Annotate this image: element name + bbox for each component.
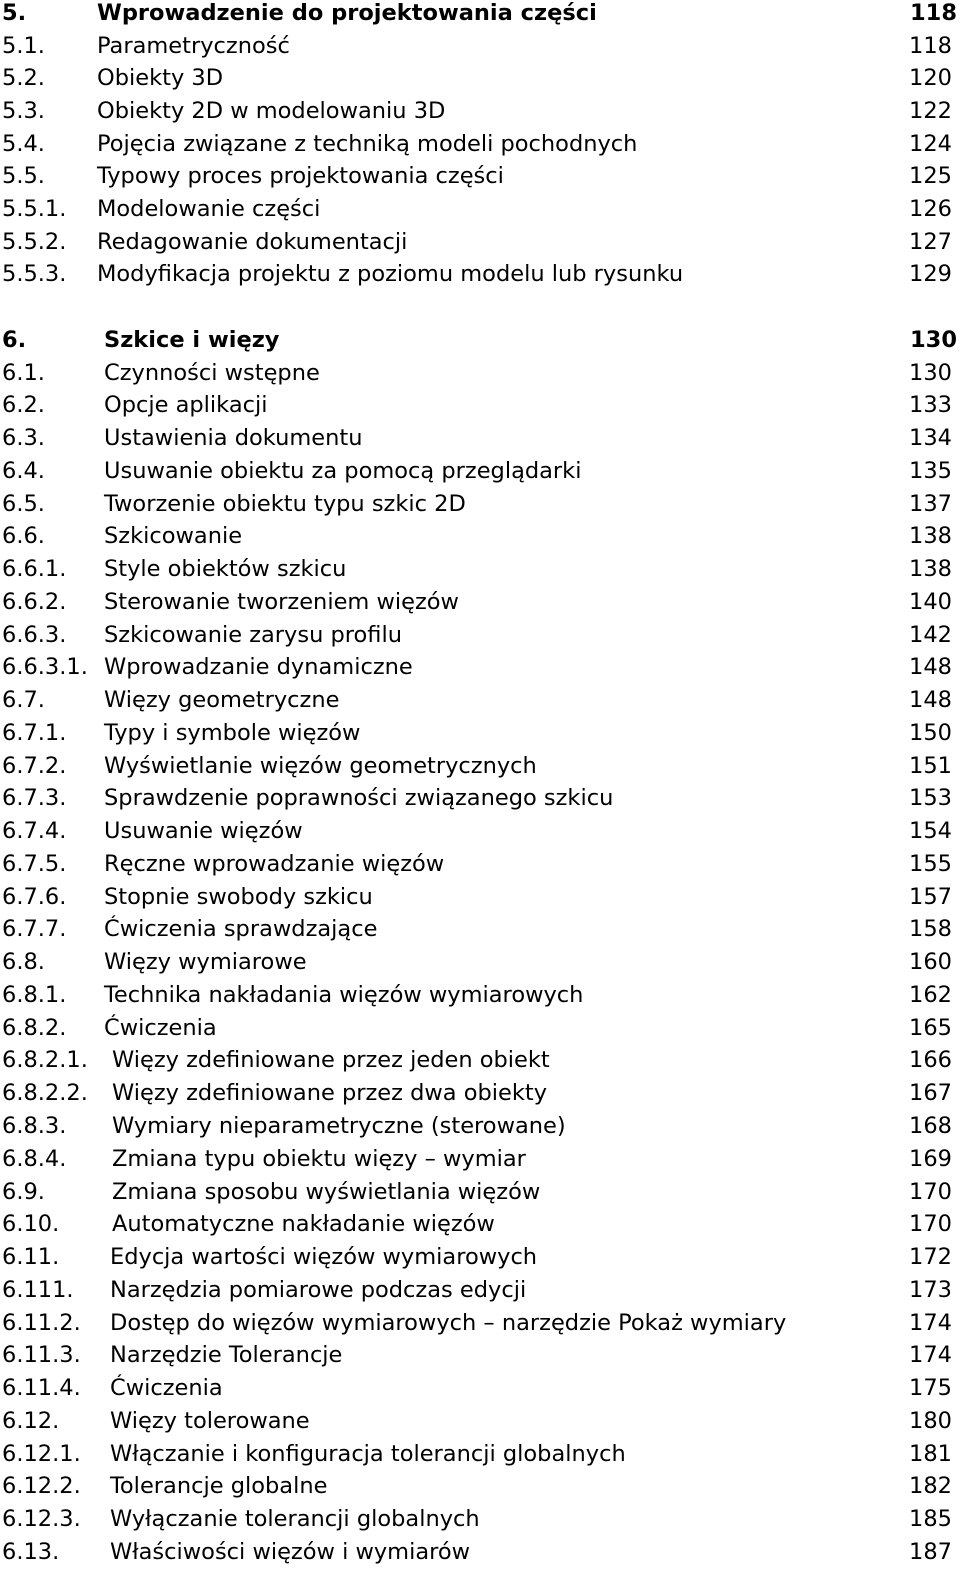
toc-entry — [0, 62, 960, 95]
toc-entry-number: 6.8.1. — [2, 981, 67, 1008]
toc-entry — [0, 979, 960, 1012]
toc-entry-page: 175 — [909, 1375, 952, 1402]
toc-entry-number: 6.7.5. — [2, 850, 67, 877]
toc-entry — [0, 815, 960, 848]
toc-heading-page: 118 — [910, 0, 957, 26]
toc-entry-title: Typowy proces projektowania części — [97, 163, 504, 190]
toc-entry-number: 6.3. — [2, 425, 45, 452]
toc-entry-number: 6.8.3. — [2, 1112, 67, 1139]
toc-entry — [0, 946, 960, 979]
toc-entry-page: 158 — [909, 916, 952, 943]
toc-entry — [0, 357, 960, 390]
toc-entry-page: 169 — [909, 1145, 952, 1172]
toc-entry-number: 6.6.2. — [2, 588, 67, 615]
toc-entry — [0, 1438, 960, 1471]
toc-entry-title: Ćwiczenia — [104, 1014, 217, 1041]
toc-entry-title: Więzy geometryczne — [104, 687, 340, 714]
toc-entry — [0, 455, 960, 488]
toc-entry-number: 5.2. — [2, 65, 45, 92]
toc-entry-page: 120 — [909, 65, 952, 92]
toc-entry — [0, 913, 960, 946]
toc-entry — [0, 30, 960, 63]
toc-entry-title: Więzy zdefiniowane przez dwa obiekty — [112, 1080, 548, 1107]
toc-entry-number: 6.12.1. — [2, 1440, 81, 1467]
toc-entry-number: 5.3. — [2, 97, 45, 124]
toc-entry — [0, 1405, 960, 1438]
toc-entry-page: 148 — [909, 687, 952, 714]
toc-heading-number: 6. — [2, 327, 27, 353]
toc-entry-number: 6.4. — [2, 457, 45, 484]
toc-entry-title: Ręczne wprowadzanie więzów — [104, 850, 445, 877]
toc-entry-title: Usuwanie więzów — [104, 818, 303, 845]
toc-entry-title: Dostęp do więzów wymiarowych – narzędzie Pokaż wymiary — [110, 1309, 787, 1336]
toc-entry-page: 127 — [909, 228, 952, 255]
toc-entry-page: 126 — [909, 196, 952, 222]
toc-entry-page: 133 — [909, 392, 952, 419]
toc-entry-number: 6.11.2. — [2, 1309, 81, 1336]
toc-entry-number: 6.6.3. — [2, 621, 67, 648]
toc-entry-page: 162 — [909, 981, 952, 1008]
toc-entry-title: Wprowadzanie dynamiczne — [104, 654, 413, 681]
toc-entry — [0, 1503, 960, 1536]
toc-entry — [0, 651, 960, 684]
toc-entry-page: 134 — [909, 425, 952, 452]
toc-entry-number: 6.7.4. — [2, 818, 67, 845]
toc-entry — [0, 258, 960, 291]
toc-entry-number: 6.9. — [2, 1178, 45, 1205]
toc-entry-page: 129 — [909, 261, 952, 288]
toc-entry — [0, 619, 960, 652]
toc-entry-title: Ustawienia dokumentu — [104, 425, 363, 452]
toc-entry-page: 181 — [909, 1440, 952, 1467]
toc-entry — [0, 1110, 960, 1143]
toc-entry — [0, 1307, 960, 1340]
toc-entry-title: Włączanie i konfiguracja tolerancji globalnych — [110, 1440, 626, 1467]
toc-heading-title: Wprowadzenie do projektowania części — [97, 0, 597, 26]
toc-entry-page: 174 — [909, 1309, 952, 1336]
toc-entry-page: 166 — [909, 1047, 952, 1074]
toc-entry-number: 6.6. — [2, 523, 45, 550]
toc-entry-title: Modyfikacja projektu z poziomu modelu lub rysunku — [97, 261, 684, 288]
toc-entry-page: 125 — [909, 163, 952, 190]
toc-entry-page: 167 — [909, 1080, 952, 1107]
toc-entry-number: 6.2. — [2, 392, 45, 419]
toc-entry-page: 153 — [909, 785, 952, 812]
toc-entry-number: 6.12.3. — [2, 1506, 81, 1533]
toc-entry-page: 160 — [909, 949, 952, 976]
toc-entry-title: Usuwanie obiektu za pomocą przeglądarki — [104, 457, 582, 484]
toc-entry-number: 5.5.3. — [2, 261, 67, 288]
toc-entry-number: 5.5. — [2, 163, 45, 190]
toc-entry-number: 6.11.3. — [2, 1342, 81, 1369]
toc-entry — [0, 717, 960, 750]
toc-entry-title: Edycja wartości więzów wymiarowych — [110, 1244, 538, 1271]
toc-entry-number: 6.11. — [2, 1244, 60, 1271]
toc-entry-page: 165 — [909, 1014, 952, 1041]
toc-entry-title: Sterowanie tworzeniem więzów — [104, 588, 459, 615]
toc-entry — [0, 1176, 960, 1209]
toc-entry-title: Więzy wymiarowe — [104, 949, 307, 976]
toc-entry — [0, 1241, 960, 1274]
toc-entry-title: Style obiektów szkicu — [104, 556, 347, 583]
toc-entry-page: 148 — [909, 654, 952, 681]
toc-entry — [0, 1339, 960, 1372]
toc-entry-page: 137 — [909, 490, 952, 517]
toc-entry-page: 138 — [909, 556, 952, 583]
toc-entry-page: 174 — [909, 1342, 952, 1369]
toc-entry-page: 151 — [909, 752, 952, 779]
toc-entry — [0, 1077, 960, 1110]
toc-entry-title: Obiekty 2D w modelowaniu 3D — [97, 97, 446, 124]
toc-entry — [0, 684, 960, 717]
toc-entry-title: Redagowanie dokumentacji — [97, 228, 408, 255]
toc-entry-page: 180 — [909, 1407, 952, 1434]
toc-entry-title: Właściwości więzów i wymiarów — [110, 1538, 471, 1565]
toc-heading-title: Szkice i więzy — [104, 327, 280, 353]
toc-entry-title: Tworzenie obiektu typu szkic 2D — [104, 490, 466, 517]
toc-entry-title: Wyświetlanie więzów geometrycznych — [104, 752, 537, 779]
toc-entry-number: 6.1. — [2, 359, 45, 386]
toc-entry-page: 185 — [909, 1506, 952, 1533]
toc-entry-title: Sprawdzenie poprawności związanego szkicu — [104, 785, 614, 812]
toc-entry-page: 170 — [909, 1178, 952, 1205]
toc-entry-number: 6.11.4. — [2, 1375, 81, 1402]
toc-entry-title: Ćwiczenia — [110, 1375, 223, 1402]
toc-entry — [0, 488, 960, 521]
toc-entry-number: 6.8.2.2. — [2, 1080, 88, 1107]
toc-entry — [0, 1536, 960, 1569]
toc-entry — [0, 881, 960, 914]
toc-entry — [0, 1274, 960, 1307]
toc-entry-title: Typy i symbole więzów — [104, 719, 361, 746]
toc-entry — [0, 1143, 960, 1176]
toc-entry-page: 118 — [909, 32, 952, 59]
toc-entry — [0, 782, 960, 815]
toc-entry-page: 150 — [909, 719, 952, 746]
toc-entry-title: Opcje aplikacji — [104, 392, 268, 419]
toc-entry-page: 130 — [909, 359, 952, 386]
toc-entry-number: 6.7.7. — [2, 916, 67, 943]
toc-entry-page: 122 — [909, 97, 952, 124]
toc-entry-title: Narzędzie Tolerancje — [110, 1342, 343, 1369]
toc-entry-title: Parametryczność — [97, 32, 290, 59]
toc-entry — [0, 128, 960, 161]
toc-entry — [0, 1208, 960, 1241]
toc-entry-title: Tolerancje globalne — [110, 1473, 328, 1500]
toc-entry-title: Modelowanie części — [97, 196, 321, 222]
toc-entry — [0, 160, 960, 193]
toc-entry — [0, 95, 960, 128]
toc-entry — [0, 389, 960, 422]
toc-entry-title: Obiekty 3D — [97, 65, 224, 92]
toc-entry — [0, 1044, 960, 1077]
toc-entry-page: 187 — [909, 1538, 952, 1565]
toc-entry-title: Automatyczne nakładanie więzów — [112, 1211, 495, 1238]
toc-entry-number: 6.13. — [2, 1538, 60, 1565]
toc-entry — [0, 1012, 960, 1045]
toc-entry — [0, 422, 960, 455]
toc-entry-title: Szkicowanie zarysu profilu — [104, 621, 402, 648]
toc-heading-number: 5. — [2, 0, 27, 26]
toc-entry-title: Ćwiczenia sprawdzające — [104, 916, 378, 943]
toc-entry-title: Czynności wstępne — [104, 359, 320, 386]
toc-entry — [0, 226, 960, 259]
toc-entry-title: Technika nakładania więzów wymiarowych — [104, 981, 584, 1008]
toc-entry-number: 6.7.3. — [2, 785, 67, 812]
toc-entry-page: 172 — [909, 1244, 952, 1271]
toc-entry-number: 6.111. — [2, 1276, 74, 1303]
toc-entry-number: 6.7. — [2, 687, 45, 714]
toc-entry-title: Zmiana typu obiektu więzy – wymiar — [112, 1145, 526, 1172]
toc-entry-title: Narzędzia pomiarowe podczas edycji — [110, 1276, 527, 1303]
toc-entry-title: Pojęcia związane z techniką modeli pochodnych — [97, 130, 638, 157]
toc-entry-page: 135 — [909, 457, 952, 484]
toc-entry-title: Stopnie swobody szkicu — [104, 883, 373, 910]
toc-entry-number: 6.12. — [2, 1407, 60, 1434]
toc-entry-page: 124 — [909, 130, 952, 157]
toc-entry-page: 168 — [909, 1112, 952, 1139]
toc-entry — [0, 520, 960, 553]
toc-entry-page: 142 — [909, 621, 952, 648]
toc-entry — [0, 1470, 960, 1503]
toc-heading-page: 130 — [910, 327, 957, 353]
toc-entry-number: 5.4. — [2, 130, 45, 157]
toc-entry — [0, 1372, 960, 1405]
toc-entry-number: 6.7.6. — [2, 883, 67, 910]
toc-entry-page: 155 — [909, 850, 952, 877]
toc-entry-number: 5.1. — [2, 32, 45, 59]
toc-entry-page: 173 — [909, 1276, 952, 1303]
toc-entry-title: Zmiana sposobu wyświetlania więzów — [112, 1178, 541, 1205]
toc-heading-chapter-6 — [0, 324, 960, 357]
toc-entry-page: 170 — [909, 1211, 952, 1238]
toc-entry-number: 6.8.4. — [2, 1145, 67, 1172]
toc-entry-title: Szkicowanie — [104, 523, 243, 550]
toc-entry — [0, 553, 960, 586]
toc-entry-page: 140 — [909, 588, 952, 615]
toc-entry-number: 5.5.2. — [2, 228, 67, 255]
toc-entry-title: Więzy tolerowane — [110, 1407, 310, 1434]
toc-entry-page: 138 — [909, 523, 952, 550]
toc-entry-number: 6.7.2. — [2, 752, 67, 779]
toc-entry-page: 182 — [909, 1473, 952, 1500]
toc-entry-number: 6.6.3.1. — [2, 654, 88, 681]
toc-entry — [0, 750, 960, 783]
toc-entry-number: 6.5. — [2, 490, 45, 517]
toc-entry-number: 5.5.1. — [2, 196, 67, 222]
toc-entry-number: 6.8. — [2, 949, 45, 976]
toc-heading-chapter-5 — [0, 0, 960, 30]
toc-entry-number: 6.10. — [2, 1211, 60, 1238]
toc-entry — [0, 586, 960, 619]
toc-entry-number: 6.8.2. — [2, 1014, 67, 1041]
toc-entry-number: 6.7.1. — [2, 719, 67, 746]
toc-entry-title: Więzy zdefiniowane przez jeden obiekt — [112, 1047, 550, 1074]
toc-entry-number: 6.12.2. — [2, 1473, 81, 1500]
toc-entry-title: Wymiary nieparametryczne (sterowane) — [112, 1112, 566, 1139]
toc-entry — [0, 193, 960, 226]
toc-entry-title: Wyłączanie tolerancji globalnych — [110, 1506, 480, 1533]
toc-entry-page: 157 — [909, 883, 952, 910]
toc-entry — [0, 848, 960, 881]
toc-entry-page: 154 — [909, 818, 952, 845]
toc-entry-number: 6.8.2.1. — [2, 1047, 88, 1074]
toc-entry-number: 6.6.1. — [2, 556, 67, 583]
